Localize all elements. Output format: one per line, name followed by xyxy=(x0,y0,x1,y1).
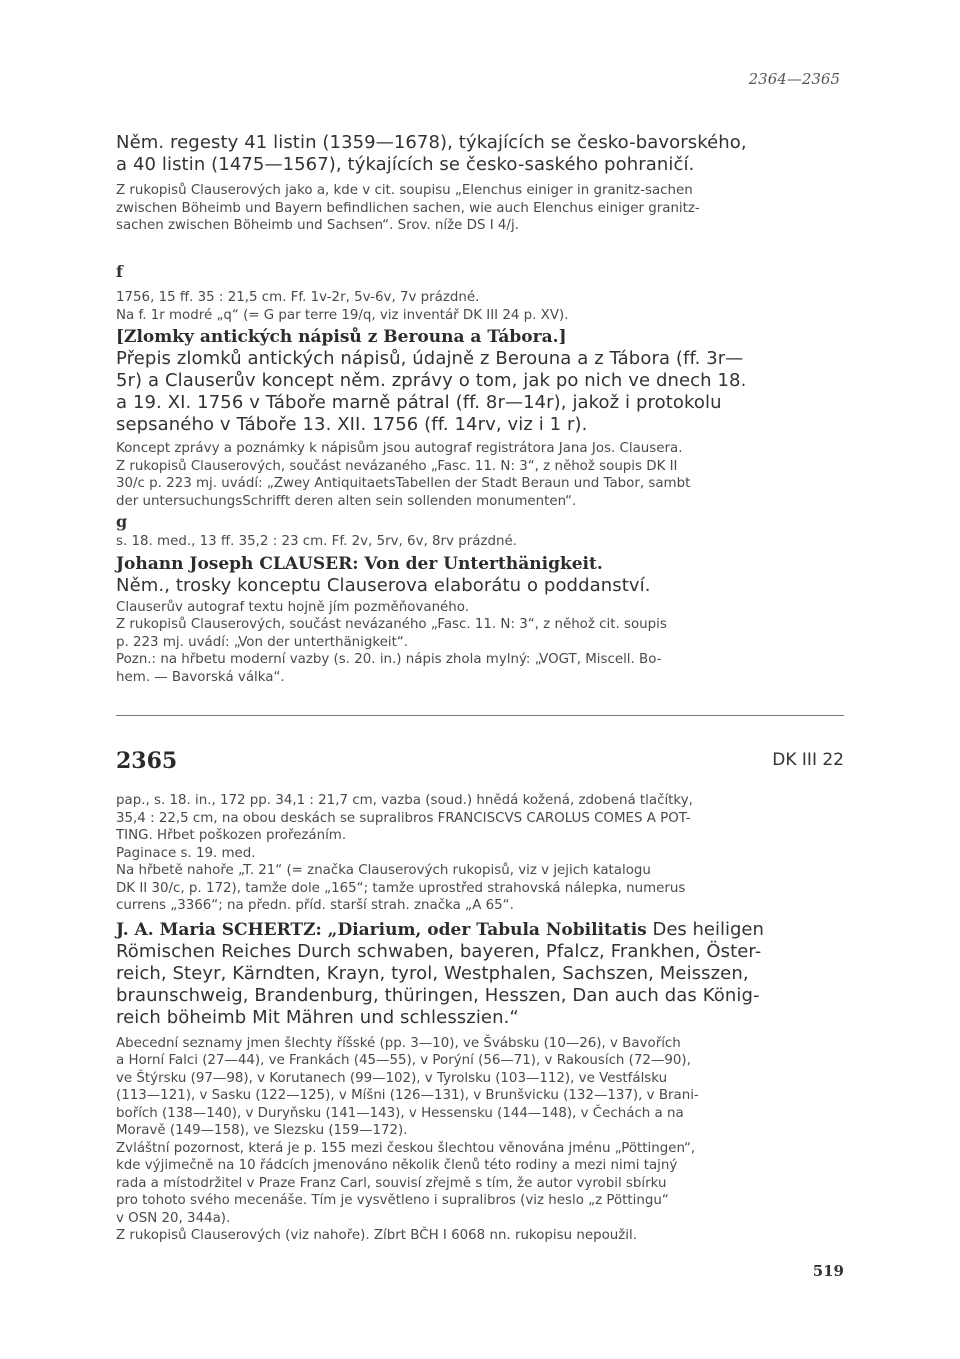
note-line: Zvláštní pozornost, která je p. 155 mezi českou šlechtou věnována jménu „Pöttingen“, xyxy=(116,1140,696,1156)
note-line: Koncept zprávy a poznámky k nápisům jsou autograf registrátora Jana Jos. Clausera. xyxy=(116,441,683,456)
note-line: 35,4 : 22,5 cm, na obou deskách se supralibros FRANCISCVS CAROLUS COMES A POT- xyxy=(116,810,691,826)
text-line: 5r) a Clauserův koncept něm. zprávy o tom, jak po nich ve dnech 18. xyxy=(116,370,747,391)
note-line: currens „3366“; na předn. příd. starší strah. značka „A 65“. xyxy=(116,898,514,913)
note-line: Z rukopisů Clauserových, součást nevázaného „Fasc. 11. N: 3“, z něhož cit. soupis xyxy=(116,617,667,632)
note-line: pro tohoto svého mecenáše. Tím je vysvětleno i supralibros (viz heslo „z Pöttingu“ xyxy=(116,1193,669,1208)
text-line: reich, Steyr, Kärndten, Krayn, tyrol, Westphalen, Sachszen, Meisszen, xyxy=(116,962,749,984)
note-line: Z rukopisů Clauserových, součást nevázaného „Fasc. 11. N: 3“, z něhož soupis DK II xyxy=(116,458,678,474)
note-line: Z rukopisů Clauserových (viz nahoře). Zíbrt BČH I 6068 nn. rukopisu nepoužil. xyxy=(116,1228,637,1243)
note-line: hem. — Bavorská válka“. xyxy=(116,669,285,685)
note-line: pap., s. 18. in., 172 pp. 34,1 : 21,7 cm, vazba (soud.) hnědá kožená, zdobená tlačítky, xyxy=(116,793,693,808)
note-line: der untersuchungsSchrifft deren alten sein sollenden monumenten“. xyxy=(116,493,577,509)
note-line: sachen zwischen Böheimb und Sachsen“. Srov. níže DS I 4/j. xyxy=(116,218,519,233)
block-intro xyxy=(116,132,844,235)
text-line: a 19. XI. 1756 v Táboře marně pátral (ff. 8r—14r), jakož i protokolu xyxy=(116,392,722,413)
work-title-rest: Des heiligen xyxy=(646,918,764,940)
text-line: a 40 listin (1475—1567), týkajících se česko-saského pohraničí. xyxy=(116,154,695,175)
text-line: Römischen Reiches Durch schwaben, bayeren, Pfalcz, Frankhen, Öster- xyxy=(116,940,762,962)
section-letter: g xyxy=(116,512,128,531)
entry-signature: DK III 22 xyxy=(772,750,844,770)
page-number: 519 xyxy=(812,1262,844,1280)
note-line: a Horní Falci (27—44), ve Frankách (45—55), v Porýní (56—71), v Rakousích (72—90), xyxy=(116,1053,691,1068)
note-line: 30/c p. 223 mj. uvádí: „Zwey AntiquitaetsTabellen der Stadt Beraun und Tabor, sambt xyxy=(116,476,691,491)
note-line: 1756, 15 ff. 35 : 21,5 cm. Ff. 1v-2r, 5v-6v, 7v prázdné. xyxy=(116,290,480,305)
note-line: TING. Hřbet poškozen prořezáním. xyxy=(116,828,347,843)
note-line: v OSN 20, 344a). xyxy=(116,1210,231,1226)
section-heading: Johann Joseph CLAUSER: Von der Unterthänigkeit. xyxy=(116,553,603,574)
note-line: DK II 30/c, p. 172), tamže dole „165“; tamže uprostřed strahovská nálepka, numerus xyxy=(116,880,686,896)
section-heading: [Zlomky antických nápisů z Berouna a Tábora.] xyxy=(116,327,567,347)
section-letter: f xyxy=(116,262,123,281)
note-line: kde výjimečně na 10 řádcích jmenováno několik členů této rodiny a mezi nimi tajný xyxy=(116,1158,678,1173)
note-line: Paginace s. 19. med. xyxy=(116,845,256,861)
note-line: zwischen Böheimb und Bayern befindlichen sachen, wie auch Elenchus einiger granitz- xyxy=(116,200,700,216)
note-line: Z rukopisů Clauserových jako a, kde v cit. soupisu „Elenchus einiger in granitz-sachen xyxy=(116,183,693,198)
text-line: Něm. regesty 41 listin (1359—1678), týkajících se česko-bavorského, xyxy=(116,132,747,153)
section-g xyxy=(116,512,844,686)
running-head: 2364—2365 xyxy=(748,70,840,88)
section-f xyxy=(116,262,844,510)
note-line: Moravě (149—158), ve Slezsku (159—172). xyxy=(116,1123,408,1138)
note-line: ve Štýrsku (97—98), v Korutanech (99—102), v Tyrolsku (103—112), ve Vestfálsku xyxy=(116,1070,668,1086)
text-line: reich böheimb Mit Mähren und schlesszien.“ xyxy=(116,1006,519,1028)
note-line: Na hřbetě nahoře „T. 21“ (= značka Clauserových rukopisů, viz v jejich katalogu xyxy=(116,863,651,878)
note-line: rada a místodržitel v Praze Franz Carl, souvisí zřejmě s tím, že autor vyrobil sbírku xyxy=(116,1175,667,1191)
note-line: Abecední seznamy jmen šlechty říšské (pp. 3—10), ve Švábsku (10—26), v Bavořích xyxy=(116,1035,681,1051)
work-title xyxy=(116,919,844,941)
note-line: Clauserův autograf textu hojně jím pozměňovaného. xyxy=(116,599,470,615)
text-line: braunschweig, Brandenburg, thüringen, Hesszen, Dan auch das König- xyxy=(116,984,760,1006)
note-line: s. 18. med., 13 ff. 35,2 : 23 cm. Ff. 2v, 5rv, 6v, 8rv prázdné. xyxy=(116,534,517,549)
entry-number: 2365 xyxy=(116,748,178,774)
entry-2365 xyxy=(116,792,844,1245)
note-line: p. 223 mj. uvádí: „Von der unterthänigkeit“. xyxy=(116,634,409,650)
text-line: Přepis zlomků antických nápisů, údajně z Berouna a z Tábora (ff. 3r— xyxy=(116,348,744,369)
section-divider xyxy=(116,715,844,716)
note-line: Na f. 1r modré „q“ (= G par terre 19/q, viz inventář DK III 24 p. XV). xyxy=(116,307,569,323)
note-line: (113—121), v Sasku (122—125), v Míšni (126—131), v Brunšvicku (132—137), v Brani- xyxy=(116,1088,699,1103)
text-line: Něm., trosky konceptu Clauserova elaborátu o poddanství. xyxy=(116,574,651,596)
note-line: Pozn.: na hřbetu moderní vazby (s. 20. in.) nápis zhola mylný: „VOGT, Miscell. Bo- xyxy=(116,652,662,667)
work-title-bold: J. A. Maria SCHERTZ: „Diarium, oder Tabula Nobilitatis xyxy=(116,919,647,940)
note-line: bořích (138—140), v Duryňsku (141—143), v Hessensku (144—148), v Čechách a na xyxy=(116,1105,684,1121)
text-line: sepsaného v Táboře 13. XII. 1756 (ff. 14rv, viz i 1 r). xyxy=(116,414,588,435)
